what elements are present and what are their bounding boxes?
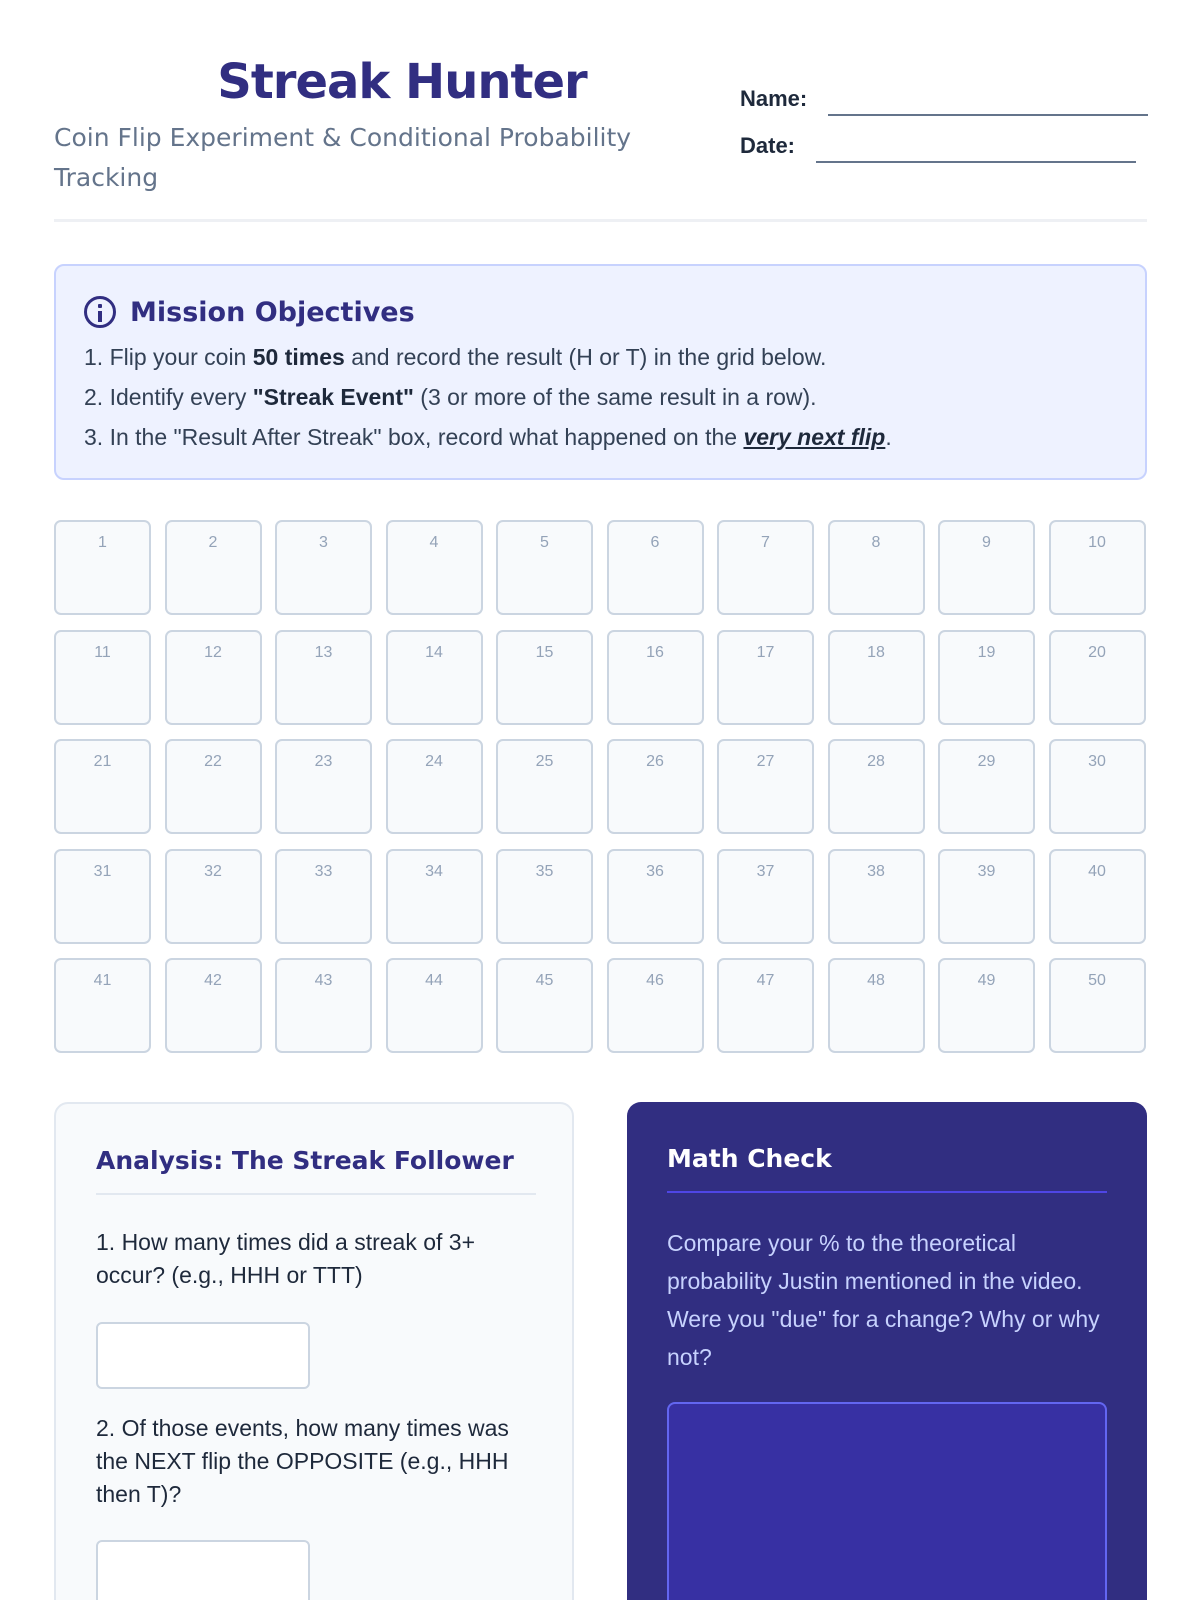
- name-label: Name:: [740, 86, 808, 111]
- flip-cell[interactable]: [717, 630, 814, 725]
- flip-cell-number: 44: [425, 972, 443, 989]
- flip-cell-number: 22: [204, 753, 222, 770]
- flip-cell[interactable]: [828, 739, 925, 834]
- flip-cell-number: 46: [646, 972, 664, 989]
- flip-cell[interactable]: [386, 739, 483, 834]
- flip-cell[interactable]: [54, 849, 151, 944]
- flip-cell[interactable]: [275, 958, 372, 1053]
- flip-cell[interactable]: [607, 739, 704, 834]
- flip-cell-number: 4: [429, 534, 439, 551]
- flip-cell[interactable]: [165, 958, 262, 1053]
- flip-cell[interactable]: [1049, 520, 1146, 615]
- flip-cell[interactable]: [386, 849, 483, 944]
- flip-cell-number: 9: [982, 534, 991, 551]
- flip-cell[interactable]: [607, 849, 704, 944]
- flip-cell-number: 30: [1088, 753, 1106, 770]
- flip-cell-number: 13: [314, 643, 333, 661]
- flip-cell-number: 16: [646, 643, 664, 661]
- flip-cell[interactable]: [938, 520, 1035, 615]
- flip-cell-number: 39: [977, 862, 996, 880]
- flip-cell-number: 36: [646, 862, 664, 880]
- objective-2: [84, 384, 817, 411]
- objective-1-text: 1. Flip your coin: [84, 344, 253, 370]
- flip-cell-number: 10: [1088, 534, 1106, 551]
- flip-cell-number: 19: [977, 643, 996, 661]
- flip-cell-number: 14: [425, 643, 443, 661]
- name-input-line[interactable]: [828, 114, 1148, 116]
- flip-cell-number: 34: [425, 862, 443, 880]
- flip-cell[interactable]: [717, 520, 814, 615]
- flip-cell-number: 27: [756, 753, 775, 770]
- objective-3: [84, 424, 892, 451]
- flip-cell[interactable]: [275, 849, 372, 944]
- name-field: [740, 86, 807, 112]
- math-check-panel: [627, 1102, 1147, 1600]
- flip-cell[interactable]: [165, 849, 262, 944]
- objective-2-emphasis: "Streak Event": [252, 384, 414, 410]
- flip-cell[interactable]: [386, 520, 483, 615]
- flip-cell[interactable]: [1049, 739, 1146, 834]
- flip-cell-number: 33: [314, 862, 333, 880]
- flip-cell-number: 17: [756, 643, 775, 661]
- math-check-title: Math Check: [667, 1144, 1107, 1193]
- date-input-line[interactable]: [816, 161, 1136, 163]
- flip-cell-number: 47: [756, 972, 775, 989]
- flip-cell-number: 15: [535, 643, 554, 661]
- flip-cell-number: 50: [1088, 972, 1106, 989]
- flip-cell[interactable]: [386, 958, 483, 1053]
- objective-3-emphasis: very next flip: [743, 424, 886, 450]
- flip-cell-number: 28: [867, 753, 885, 770]
- question-2-answer-box[interactable]: [96, 1540, 310, 1600]
- flip-cell-number: 40: [1088, 862, 1106, 880]
- flip-cell-number: 48: [867, 972, 885, 989]
- mission-objectives-box: [54, 264, 1147, 480]
- math-check-prompt: Compare your % to the theoretical probability Justin mentioned in the video. Were you "due" for a change? Why or why not?: [667, 1230, 1100, 1370]
- question-1-answer-box[interactable]: [96, 1322, 310, 1389]
- flip-cell-number: 29: [977, 753, 996, 770]
- flip-cell-number: 32: [204, 862, 222, 880]
- worksheet-header: [54, 52, 1147, 222]
- flip-cell-number: 6: [650, 534, 660, 551]
- flip-cell-number: 21: [93, 753, 112, 770]
- flip-cell[interactable]: [54, 739, 151, 834]
- flip-cell[interactable]: [54, 958, 151, 1053]
- flip-cell[interactable]: [275, 739, 372, 834]
- flip-cell-number: 12: [204, 643, 222, 661]
- objective-1: [84, 344, 826, 371]
- flip-cell-number: 24: [425, 753, 443, 770]
- flip-cell[interactable]: [717, 739, 814, 834]
- flip-cell-number: 25: [535, 753, 554, 770]
- page-title: Streak Hunter: [217, 54, 587, 110]
- flip-cell-number: 45: [535, 972, 554, 989]
- flip-cell[interactable]: [54, 630, 151, 725]
- flip-cell-number: 49: [977, 972, 996, 989]
- flip-cell-number: 43: [314, 972, 333, 989]
- flip-cell[interactable]: [938, 630, 1035, 725]
- objective-3-text-end: .: [885, 424, 892, 450]
- analysis-title: Analysis: The Streak Follower: [96, 1146, 536, 1195]
- flip-cell-number: 26: [646, 753, 664, 770]
- flip-cell[interactable]: [275, 520, 372, 615]
- objective-3-text: 3. In the "Result After Streak" box, record what happened on the: [84, 424, 744, 450]
- flip-cell[interactable]: [165, 630, 262, 725]
- flip-cell[interactable]: [496, 958, 593, 1053]
- flip-cell-number: 11: [94, 643, 111, 661]
- flip-cell[interactable]: [828, 520, 925, 615]
- flip-cell[interactable]: [1049, 849, 1146, 944]
- objective-1-emphasis: 50 times: [252, 344, 345, 370]
- flip-cell-number: 18: [867, 643, 885, 661]
- mission-header: [84, 294, 415, 330]
- flip-cell-number: 3: [319, 534, 328, 551]
- flip-cell[interactable]: [717, 958, 814, 1053]
- flip-cell-number: 7: [761, 534, 770, 551]
- flip-cell-number: 20: [1088, 643, 1106, 661]
- flip-cell[interactable]: [938, 849, 1035, 944]
- flip-cell-number: 5: [540, 534, 549, 551]
- flip-cell-number: 42: [204, 972, 222, 989]
- math-check-answer-box[interactable]: [667, 1402, 1107, 1600]
- objective-1-text-end: and record the result (H or T) in the grid below.: [344, 344, 827, 370]
- objective-2-text-end: (3 or more of the same result in a row).: [413, 384, 817, 410]
- flip-cell[interactable]: [54, 520, 151, 615]
- flip-cell-number: 37: [756, 862, 775, 880]
- flip-cell[interactable]: [828, 958, 925, 1053]
- question-2: 2. Of those events, how many times was the NEXT flip the OPPOSITE (e.g., HHH then T)?: [96, 1415, 509, 1507]
- flip-cell[interactable]: [828, 630, 925, 725]
- question-1: 1. How many times did a streak of 3+ occur? (e.g., HHH or TTT): [96, 1229, 476, 1288]
- flip-cell[interactable]: [165, 520, 262, 615]
- flip-cell[interactable]: [165, 739, 262, 834]
- objective-2-text: 2. Identify every: [84, 384, 253, 410]
- flip-cell[interactable]: [496, 630, 593, 725]
- flip-cell-number: 1: [98, 534, 107, 551]
- mission-title: Mission Objectives: [130, 296, 415, 328]
- flip-cell[interactable]: [938, 739, 1035, 834]
- flip-cell-number: 35: [535, 862, 554, 880]
- flip-cell[interactable]: [275, 630, 372, 725]
- flip-cell[interactable]: [1049, 958, 1146, 1053]
- flip-cell-number: 8: [871, 534, 881, 551]
- flip-grid: [54, 520, 1147, 1053]
- date-field: [740, 133, 795, 159]
- flip-cell[interactable]: [496, 739, 593, 834]
- flip-cell-number: 31: [93, 862, 112, 880]
- info-icon: [84, 296, 116, 328]
- flip-cell[interactable]: [607, 630, 704, 725]
- flip-cell[interactable]: [496, 520, 593, 615]
- flip-cell[interactable]: [496, 849, 593, 944]
- flip-cell[interactable]: [828, 849, 925, 944]
- flip-cell[interactable]: [607, 958, 704, 1053]
- page-subtitle: Coin Flip Experiment & Conditional Probability Tracking: [54, 123, 632, 192]
- flip-cell-number: 38: [867, 862, 885, 880]
- flip-cell[interactable]: [938, 958, 1035, 1053]
- flip-cell[interactable]: [1049, 630, 1146, 725]
- flip-cell[interactable]: [607, 520, 704, 615]
- flip-cell-number: 23: [314, 753, 333, 770]
- flip-cell-number: 2: [208, 534, 218, 551]
- flip-cell[interactable]: [717, 849, 814, 944]
- analysis-panel: [54, 1102, 574, 1600]
- flip-cell-number: 41: [93, 972, 112, 989]
- date-label: Date:: [740, 133, 796, 158]
- flip-cell[interactable]: [386, 630, 483, 725]
